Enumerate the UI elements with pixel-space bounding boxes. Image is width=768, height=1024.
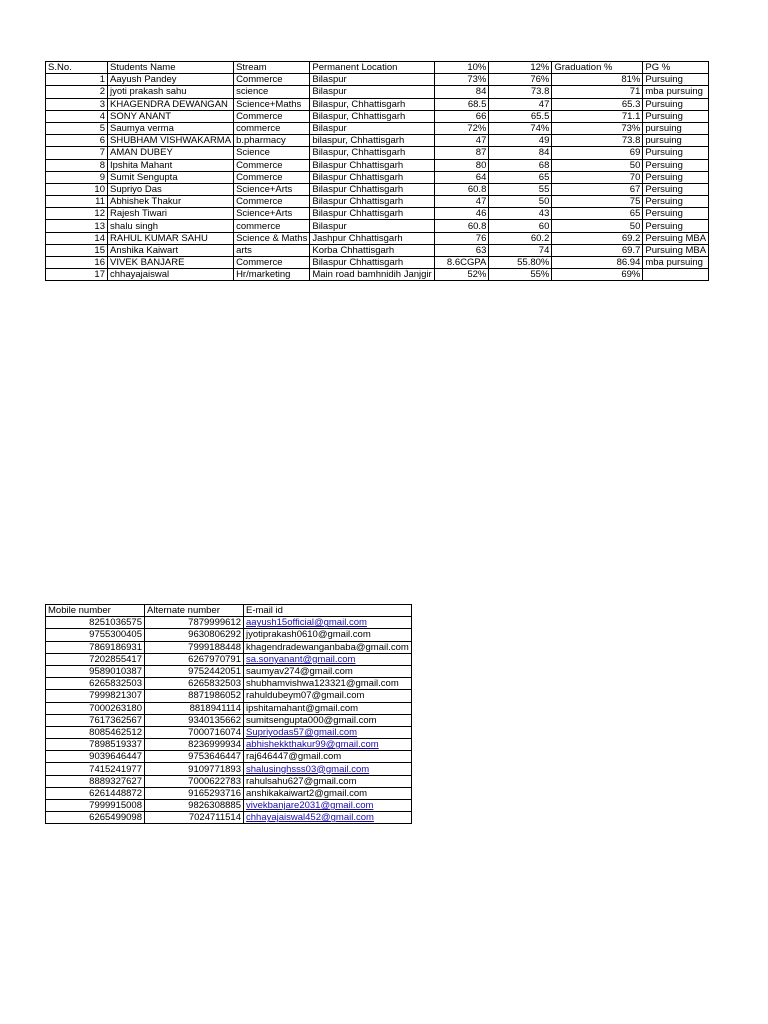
alternate-cell: 9752442051 (145, 665, 244, 677)
pg-cell: Pursuing (643, 98, 709, 110)
column-header: E-mail id (244, 605, 412, 617)
table-row (46, 183, 709, 195)
tenth-cell: 46 (435, 208, 489, 220)
twelfth-cell: 74% (489, 122, 552, 134)
student-name-cell: Saumya verma (108, 122, 234, 134)
table-row (46, 110, 709, 122)
pg-cell: Pursuing (643, 74, 709, 86)
alternate-cell: 7024711514 (145, 812, 244, 824)
table-row (46, 714, 412, 726)
twelfth-cell: 55.80% (489, 257, 552, 269)
table-row (46, 74, 709, 86)
email-cell: jyotiprakash0610@gmail.com (244, 629, 412, 641)
twelfth-cell: 55% (489, 269, 552, 281)
stream-cell: Science+Arts (234, 183, 310, 195)
stream-cell: Science+Arts (234, 208, 310, 220)
sno-cell: 9 (46, 171, 108, 183)
location-cell: Bilaspur Chhattisgarh (310, 208, 435, 220)
student-name-cell: VIVEK BANJARE (108, 257, 234, 269)
sno-cell: 8 (46, 159, 108, 171)
graduation-cell: 75 (552, 196, 643, 208)
column-header: Mobile number (46, 605, 145, 617)
column-header: Permanent Location (310, 62, 435, 74)
mobile-cell: 6265499098 (46, 812, 145, 824)
twelfth-cell: 65.5 (489, 110, 552, 122)
header-row (46, 62, 709, 74)
stream-cell: arts (234, 244, 310, 256)
table-row (46, 135, 709, 147)
table-row (46, 147, 709, 159)
column-header: PG % (643, 62, 709, 74)
tenth-cell: 76 (435, 232, 489, 244)
sno-cell: 7 (46, 147, 108, 159)
graduation-cell: 65.3 (552, 98, 643, 110)
mobile-cell: 9755300405 (46, 629, 145, 641)
stream-cell: Science+Maths (234, 98, 310, 110)
student-name-cell: jyoti prakash sahu (108, 86, 234, 98)
header-row (46, 605, 412, 617)
twelfth-cell: 55 (489, 183, 552, 195)
email-cell: khagendradewanganbaba@gmail.com (244, 641, 412, 653)
tenth-cell: 8.6CGPA (435, 257, 489, 269)
tenth-cell: 63 (435, 244, 489, 256)
email-link[interactable]: vivekbanjare2031@gmail.com (244, 800, 412, 812)
email-cell: raj646447@gmail.com (244, 751, 412, 763)
email-cell: saumyav274@gmail.com (244, 665, 412, 677)
stream-cell: Commerce (234, 74, 310, 86)
alternate-cell: 9340135662 (145, 714, 244, 726)
twelfth-cell: 60.2 (489, 232, 552, 244)
pg-cell: mba pursuing (643, 86, 709, 98)
tenth-cell: 87 (435, 147, 489, 159)
column-header: Graduation % (552, 62, 643, 74)
tenth-cell: 68.5 (435, 98, 489, 110)
student-name-cell: SHUBHAM VISHWAKARMA (108, 135, 234, 147)
location-cell: Bilaspur Chhattisgarh (310, 196, 435, 208)
email-cell: sumitsengupta000@gmail.com (244, 714, 412, 726)
location-cell: Jashpur Chhattisgarh (310, 232, 435, 244)
location-cell: Bilaspur, Chhattisgarh (310, 98, 435, 110)
alternate-cell: 9753646447 (145, 751, 244, 763)
mobile-cell: 7202855417 (46, 653, 145, 665)
student-name-cell: Ipshita Mahant (108, 159, 234, 171)
sno-cell: 11 (46, 196, 108, 208)
alternate-cell: 7000622783 (145, 775, 244, 787)
table-row (46, 641, 412, 653)
mobile-cell: 8085462512 (46, 726, 145, 738)
tenth-cell: 80 (435, 159, 489, 171)
graduation-cell: 65 (552, 208, 643, 220)
graduation-cell: 81% (552, 74, 643, 86)
pg-cell: Persuing (643, 196, 709, 208)
table-row (46, 739, 412, 751)
email-link[interactable]: shalusinghsss03@gmail.com (244, 763, 412, 775)
pg-cell: Pursuing MBA (643, 244, 709, 256)
contacts-table (45, 604, 412, 824)
table-row (46, 775, 412, 787)
table-row (46, 232, 709, 244)
table-row (46, 702, 412, 714)
alternate-cell: 9165293716 (145, 787, 244, 799)
mobile-cell: 8889327627 (46, 775, 145, 787)
mobile-cell: 7617362567 (46, 714, 145, 726)
pg-cell: mba pursuing (643, 257, 709, 269)
stream-cell: Commerce (234, 171, 310, 183)
mobile-cell: 7000263180 (46, 702, 145, 714)
alternate-cell: 8818941114 (145, 702, 244, 714)
column-header: Alternate number (145, 605, 244, 617)
tenth-cell: 84 (435, 86, 489, 98)
column-header: S.No. (46, 62, 108, 74)
twelfth-cell: 74 (489, 244, 552, 256)
graduation-cell: 69% (552, 269, 643, 281)
table-row (46, 244, 709, 256)
sno-cell: 10 (46, 183, 108, 195)
mobile-cell: 6261448872 (46, 787, 145, 799)
student-name-cell: shalu singh (108, 220, 234, 232)
table-row (46, 208, 709, 220)
student-name-cell: Anshika Kaiwart (108, 244, 234, 256)
student-name-cell: chhayajaiswal (108, 269, 234, 281)
table-row (46, 122, 709, 134)
mobile-cell: 7869186931 (46, 641, 145, 653)
stream-cell: Commerce (234, 159, 310, 171)
email-cell: anshikakaiwart2@gmail.com (244, 787, 412, 799)
table-row (46, 86, 709, 98)
twelfth-cell: 50 (489, 196, 552, 208)
sno-cell: 4 (46, 110, 108, 122)
sno-cell: 17 (46, 269, 108, 281)
sno-cell: 5 (46, 122, 108, 134)
stream-cell: Commerce (234, 110, 310, 122)
alternate-cell: 8236999934 (145, 739, 244, 751)
graduation-cell: 69.2 (552, 232, 643, 244)
twelfth-cell: 60 (489, 220, 552, 232)
student-name-cell: RAHUL KUMAR SAHU (108, 232, 234, 244)
pg-cell (643, 269, 709, 281)
students-table (45, 61, 709, 281)
table-row (46, 690, 412, 702)
mobile-cell: 9039646447 (46, 751, 145, 763)
email-cell: rahulsahu627@gmail.com (244, 775, 412, 787)
twelfth-cell: 47 (489, 98, 552, 110)
tenth-cell: 47 (435, 135, 489, 147)
location-cell: Main road bamhnidih Janjgir (310, 269, 435, 281)
twelfth-cell: 73.8 (489, 86, 552, 98)
mobile-cell: 8251036575 (46, 617, 145, 629)
location-cell: Korba Chhattisgarh (310, 244, 435, 256)
mobile-cell: 6265832503 (46, 678, 145, 690)
stream-cell: b.pharmacy (234, 135, 310, 147)
alternate-cell: 9826308885 (145, 800, 244, 812)
email-link[interactable]: Supriyodas57@gmail.com (244, 726, 412, 738)
graduation-cell: 73% (552, 122, 643, 134)
location-cell: bilaspur, Chhattisgarh (310, 135, 435, 147)
stream-cell: science (234, 86, 310, 98)
graduation-cell: 69.7 (552, 244, 643, 256)
column-header: 12% (489, 62, 552, 74)
pg-cell: Pursuing (643, 110, 709, 122)
pg-cell: pursuing (643, 135, 709, 147)
tenth-cell: 52% (435, 269, 489, 281)
alternate-cell: 6267970791 (145, 653, 244, 665)
email-link[interactable]: sa.sonyanant@gmail.com (244, 653, 412, 665)
table-row (46, 812, 412, 824)
table-row (46, 763, 412, 775)
table-row (46, 629, 412, 641)
stream-cell: commerce (234, 122, 310, 134)
graduation-cell: 69 (552, 147, 643, 159)
graduation-cell: 71.1 (552, 110, 643, 122)
pg-cell: Persuing (643, 183, 709, 195)
sno-cell: 6 (46, 135, 108, 147)
graduation-cell: 70 (552, 171, 643, 183)
tenth-cell: 47 (435, 196, 489, 208)
mobile-cell: 9589010387 (46, 665, 145, 677)
alternate-cell: 9630806292 (145, 629, 244, 641)
stream-cell: Science (234, 147, 310, 159)
tenth-cell: 60.8 (435, 183, 489, 195)
student-name-cell: Supriyo Das (108, 183, 234, 195)
column-header: 10% (435, 62, 489, 74)
pg-cell: Persuing (643, 208, 709, 220)
email-link[interactable]: aayush15official@gmail.com (244, 617, 412, 629)
pg-cell: Pursuing (643, 147, 709, 159)
table-row (46, 196, 709, 208)
table-row (46, 726, 412, 738)
graduation-cell: 86.94 (552, 257, 643, 269)
tenth-cell: 64 (435, 171, 489, 183)
twelfth-cell: 76% (489, 74, 552, 86)
sno-cell: 15 (46, 244, 108, 256)
stream-cell: Hr/marketing (234, 269, 310, 281)
tenth-cell: 73% (435, 74, 489, 86)
stream-cell: Science & Maths (234, 232, 310, 244)
graduation-cell: 71 (552, 86, 643, 98)
location-cell: Bilaspur (310, 122, 435, 134)
table-row (46, 800, 412, 812)
column-header: Stream (234, 62, 310, 74)
email-cell: ipshitamahant@gmail.com (244, 702, 412, 714)
table-row (46, 751, 412, 763)
location-cell: Bilaspur, Chhattisgarh (310, 110, 435, 122)
table-row (46, 617, 412, 629)
mobile-cell: 7415241977 (46, 763, 145, 775)
table-row (46, 220, 709, 232)
tenth-cell: 66 (435, 110, 489, 122)
alternate-cell: 8871986052 (145, 690, 244, 702)
graduation-cell: 67 (552, 183, 643, 195)
email-cell: shubhamvishwa123321@gmail.com (244, 678, 412, 690)
twelfth-cell: 43 (489, 208, 552, 220)
pg-cell: Persuing (643, 171, 709, 183)
table-row (46, 257, 709, 269)
alternate-cell: 7000716074 (145, 726, 244, 738)
tenth-cell: 72% (435, 122, 489, 134)
location-cell: Bilaspur Chhattisgarh (310, 183, 435, 195)
alternate-cell: 9109771893 (145, 763, 244, 775)
student-name-cell: AMAN DUBEY (108, 147, 234, 159)
location-cell: Bilaspur (310, 86, 435, 98)
graduation-cell: 73.8 (552, 135, 643, 147)
location-cell: Bilaspur Chhattisgarh (310, 171, 435, 183)
student-name-cell: Aayush Pandey (108, 74, 234, 86)
location-cell: Bilaspur (310, 74, 435, 86)
email-link[interactable]: chhayajaiswal452@gmail.com (244, 812, 412, 824)
alternate-cell: 7879999612 (145, 617, 244, 629)
pg-cell: Persuing (643, 220, 709, 232)
email-link[interactable]: abhishekkthakur99@gmail.com (244, 739, 412, 751)
sno-cell: 16 (46, 257, 108, 269)
twelfth-cell: 68 (489, 159, 552, 171)
mobile-cell: 7999821307 (46, 690, 145, 702)
pg-cell: pursuing (643, 122, 709, 134)
graduation-cell: 50 (552, 220, 643, 232)
student-name-cell: Sumit Sengupta (108, 171, 234, 183)
pg-cell: Persuing (643, 159, 709, 171)
table-row (46, 665, 412, 677)
table-row (46, 269, 709, 281)
location-cell: Bilaspur Chhattisgarh (310, 159, 435, 171)
student-name-cell: KHAGENDRA DEWANGAN (108, 98, 234, 110)
column-header: Students Name (108, 62, 234, 74)
sno-cell: 13 (46, 220, 108, 232)
mobile-cell: 7999915008 (46, 800, 145, 812)
alternate-cell: 7999188448 (145, 641, 244, 653)
graduation-cell: 50 (552, 159, 643, 171)
pg-cell: Persuing MBA (643, 232, 709, 244)
location-cell: Bilaspur (310, 220, 435, 232)
alternate-cell: 6265832503 (145, 678, 244, 690)
student-name-cell: Abhishek Thakur (108, 196, 234, 208)
student-name-cell: SONY ANANT (108, 110, 234, 122)
sno-cell: 3 (46, 98, 108, 110)
table-row (46, 787, 412, 799)
location-cell: Bilaspur Chhattisgarh (310, 257, 435, 269)
email-cell: rahuldubeym07@gmail.com (244, 690, 412, 702)
table-row (46, 678, 412, 690)
twelfth-cell: 84 (489, 147, 552, 159)
sno-cell: 14 (46, 232, 108, 244)
sno-cell: 2 (46, 86, 108, 98)
location-cell: Bilaspur, Chhattisgarh (310, 147, 435, 159)
table-row (46, 98, 709, 110)
table-row (46, 171, 709, 183)
table-row (46, 159, 709, 171)
twelfth-cell: 65 (489, 171, 552, 183)
mobile-cell: 7898519337 (46, 739, 145, 751)
twelfth-cell: 49 (489, 135, 552, 147)
tenth-cell: 60.8 (435, 220, 489, 232)
sno-cell: 1 (46, 74, 108, 86)
sno-cell: 12 (46, 208, 108, 220)
student-name-cell: Rajesh Tiwari (108, 208, 234, 220)
stream-cell: Commerce (234, 196, 310, 208)
table-row (46, 653, 412, 665)
stream-cell: Commerce (234, 257, 310, 269)
stream-cell: commerce (234, 220, 310, 232)
